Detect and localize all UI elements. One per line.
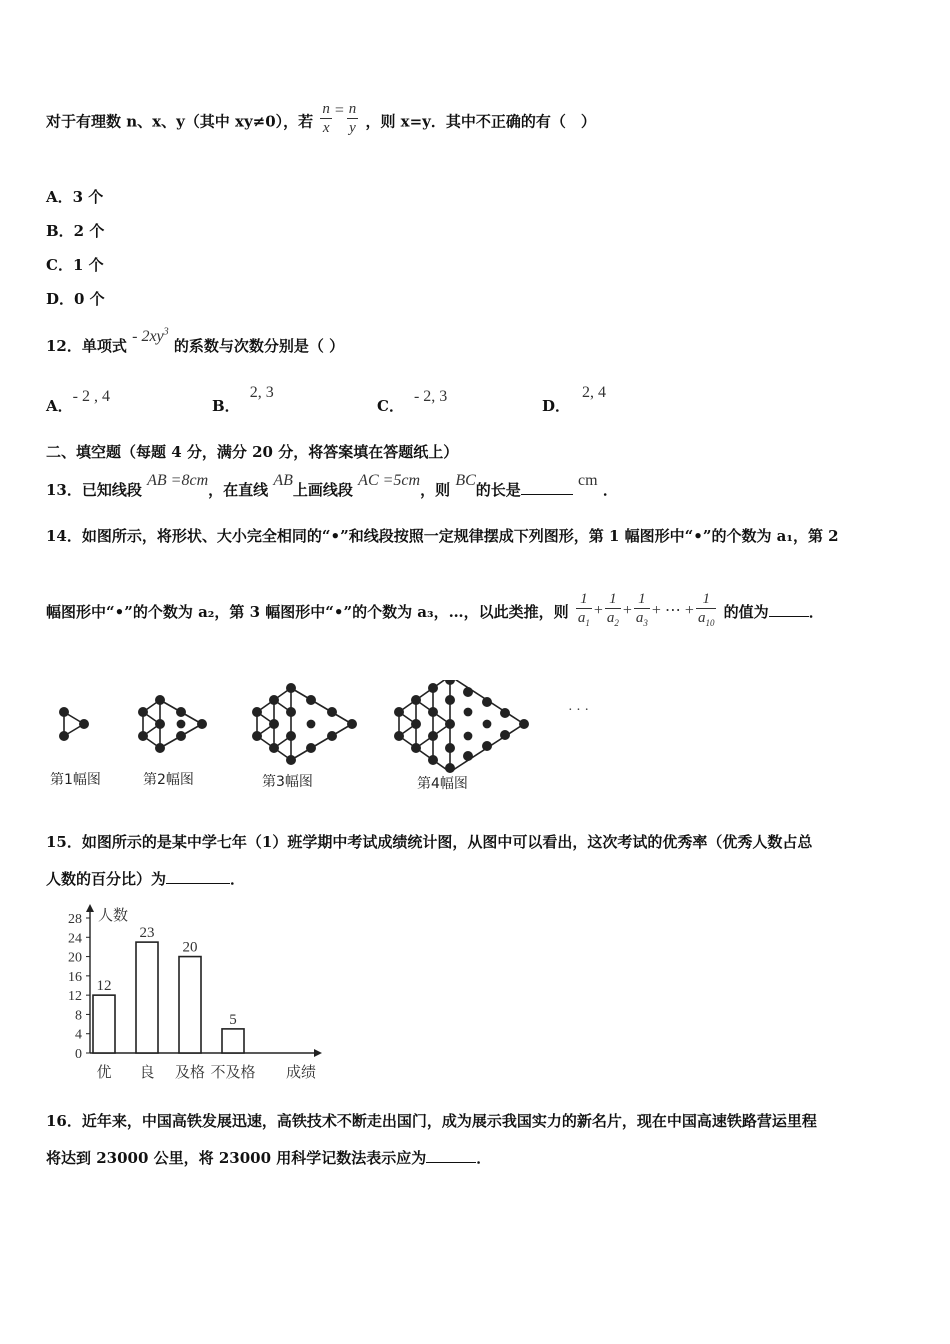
q14-answer-blank[interactable] <box>769 616 809 617</box>
figure-label-3: 第3幅图 <box>262 774 313 790</box>
bar-0 <box>93 995 115 1053</box>
figure-4-pattern <box>395 680 528 772</box>
q11-equals: = <box>333 101 345 119</box>
pattern-more-dots: · · · <box>568 703 589 718</box>
bar-value-label: 23 <box>139 925 155 942</box>
y-tick-label: 28 <box>68 912 82 927</box>
q13-math-bc: BC <box>455 472 476 489</box>
x-axis-label: 成绩 <box>286 1063 317 1081</box>
q13-unit: cm <box>578 472 598 489</box>
figure-label-2: 第2幅图 <box>143 772 194 788</box>
figure-3-pattern <box>253 684 356 764</box>
bar-3 <box>222 1029 244 1053</box>
q16-line-2: 将达到 23000 公里，将 23000 用科学记数法表示应为 ． <box>46 1149 492 1167</box>
bar-value-label: 12 <box>96 978 112 995</box>
q15-line-2: 人数的百分比）为 ． <box>46 870 246 888</box>
q12-option-c: C．- 2, 3 <box>377 388 448 415</box>
y-tick-label: 16 <box>68 969 82 985</box>
figure-label-4: 第4幅图 <box>417 776 468 792</box>
q11-option-d: D．0 个 <box>46 290 105 308</box>
category-label: 良 <box>139 1063 155 1081</box>
q13-math-ab: AB =8cm <box>147 472 209 489</box>
q11-statement <box>46 101 596 141</box>
q12-text-after: 的系数与次数分别是（ ） <box>173 337 345 355</box>
q11-text-before: 对于有理数 n、x、y（其中 xy≠0），若 <box>46 112 314 131</box>
q13-answer-blank[interactable] <box>521 494 573 495</box>
y-tick-label: 20 <box>68 950 82 966</box>
q11-option-c: C．1 个 <box>46 256 104 274</box>
category-label: 优 <box>96 1063 112 1081</box>
y-tick-label: 24 <box>68 931 82 947</box>
y-tick-label: 4 <box>75 1027 82 1043</box>
q11-fraction-left: $\frac{n}{x}$ <box>322 101 330 136</box>
x-axis-arrow <box>314 1049 322 1057</box>
q12-option-a: A．- 2 , 4 <box>46 388 110 415</box>
q15-line-1: 15．如图所示的是某中学七年（1）班学期中考试成绩统计图，从图中可以看出，这次考试的优秀率（优秀人数占总 <box>46 833 813 851</box>
q12-number: 12． <box>46 337 82 355</box>
q15-bar-chart <box>42 898 332 1088</box>
q12-expression: - $2xy^3$ <box>132 326 169 345</box>
y-tick-label: 12 <box>68 989 82 1005</box>
category-label: 及格 <box>174 1063 206 1081</box>
q15-answer-blank[interactable] <box>166 883 230 884</box>
y-axis-arrow <box>86 904 94 912</box>
q16-line-1: 16．近年来，中国高铁发展迅速，高铁技术不断走出国门，成为展示我国实力的新名片，现在中国高速铁路营运里程 <box>46 1112 817 1130</box>
y-tick-label: 0 <box>75 1047 82 1062</box>
q13-math-ab-line: AB <box>273 472 293 489</box>
figure-label-1: 第1幅图 <box>50 772 101 788</box>
bar-2 <box>179 957 201 1053</box>
y-tick-label: 8 <box>75 1008 82 1024</box>
y-axis-label: 人数 <box>98 906 129 924</box>
q13-math-ac: AC =5cm <box>358 472 421 489</box>
q14-term-10: $\frac{1}{a_{10}}$ <box>697 591 715 628</box>
q13-statement: 13．已知线段 AB =8cm，在直线 AB上画线段 AC =5cm，则 BC的长是 cm ． <box>46 472 618 499</box>
q14-term-2: $\frac{1}{a_2}$ <box>606 591 619 628</box>
q16-answer-blank[interactable] <box>426 1162 476 1163</box>
q14-term-1: $\frac{1}{a_1}$ <box>577 591 590 628</box>
q12-option-b: B．2, 3 <box>212 384 274 415</box>
category-label: 不及格 <box>210 1063 256 1081</box>
q14-term-3: $\frac{1}{a_3}$ <box>635 591 648 628</box>
q11-option-a: A．3 个 <box>46 188 104 206</box>
bar-value-label: 20 <box>182 939 198 956</box>
q14-pattern-figures <box>40 680 660 800</box>
section-2-title: 二、填空题（每题 4 分，满分 20 分，将答案填在答题纸上） <box>46 443 459 461</box>
q12-statement <box>46 326 345 356</box>
figure-2-pattern <box>139 696 206 752</box>
q11-option-b: B．2 个 <box>46 222 105 240</box>
bar-1 <box>136 942 158 1053</box>
q11-fraction-right: $\frac{n}{y}$ <box>348 101 357 136</box>
bar-value-label: 5 <box>229 1011 237 1028</box>
figure-1-pattern <box>60 708 88 740</box>
q14-line-1: 14．如图所示，将形状、大小完全相同的“•”和线段按照一定规律摆成下列图形，第 1 幅图形中“•”的个数为 a₁，第 2 <box>46 527 839 545</box>
q11-text-after: ，则 x=y．其中不正确的有（ ） <box>365 112 596 131</box>
q12-option-d: D．2, 4 <box>542 384 607 415</box>
q14-sum-ellipsis: + ⋯ + <box>651 602 694 619</box>
q14-line-2: 幅图形中“•”的个数为 a₂，第 3 幅图形中“•”的个数为 a₃，…，以此类推，则 $\frac{1}{a_1}$ + $\frac{1}{a_2}$ + $\frac{1}{a_3}$ + ⋯ + $\frac{1}{a_{10}}$ 的值为 ． <box>46 590 824 632</box>
q12-text-before: 单项式 <box>81 337 127 355</box>
